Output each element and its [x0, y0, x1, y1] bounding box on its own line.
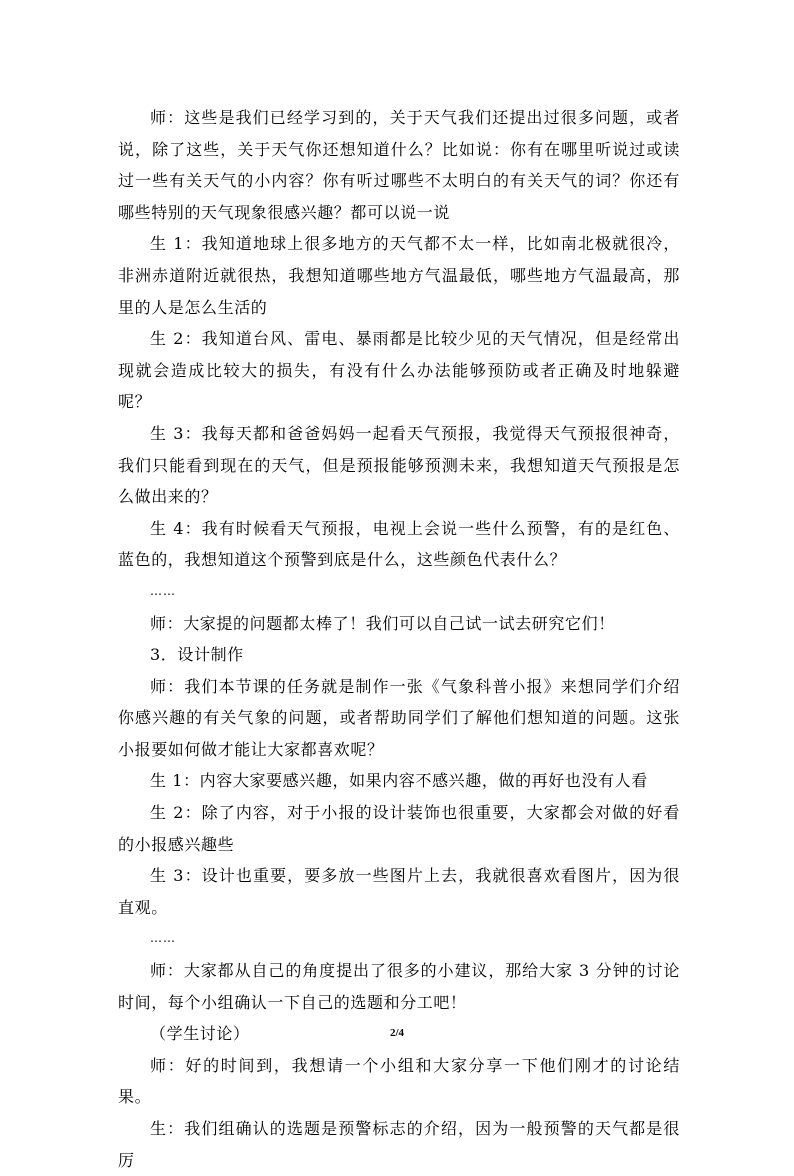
section-heading-design: 3．设计制作	[150, 645, 244, 665]
paragraph-teacher-share: 师：好的时间到，我想请一个小组和大家分享一下他们刚才的讨论结果。	[118, 1055, 680, 1107]
paragraph-teacher-task: 师：我们本节课的任务就是制作一张《气象科普小报》来想同学们介绍你感兴趣的有关气象的问题，或者帮助同学们了解他们想知道的问题。这张小报要如何做才能让大家都喜欢呢？	[118, 676, 680, 759]
ellipsis-separator: ……	[150, 931, 176, 946]
page-number: 2/4	[389, 1027, 405, 1039]
paragraph-student-2: 生 2：我知道台风、雷电、暴雨都是比较少见的天气情况，但是经常出现就会造成比较大的损失，有没有什么办法能够预防或者正确及时地躲避呢？	[118, 329, 680, 412]
paragraph-teacher-discussion: 师：大家都从自己的角度提出了很多的小建议，那给大家 3 分钟的讨论时间，每个小组确认一下自己的选题和分工吧！	[118, 961, 680, 1012]
paragraph-student-1-content: 生 1：内容大家要感兴趣，如果内容不感兴趣，做的再好也没有人看	[150, 771, 648, 791]
paragraph-student-2-design: 生 2：除了内容，对于小报的设计装饰也很重要，大家都会对做的好看的小报感兴趣些	[118, 803, 680, 854]
paragraph-student-4: 生 4：我有时候看天气预报，电视上会说一些什么预警，有的是红色、蓝色的，我想知道这个预警到底是什么，这些颜色代表什么？	[118, 518, 680, 570]
paragraph-student-3-images: 生 3：设计也重要，要多放一些图片上去，我就很喜欢看图片，因为很直观。	[118, 866, 680, 917]
ellipsis-separator: ……	[150, 583, 176, 598]
paragraph-student-1: 生 1：我知道地球上很多地方的天气都不太一样，比如南北极就很冷，非洲赤道附近就很热，我想知道哪些地方气温最低，哪些地方气温最高，那里的人是怎么生活的	[118, 234, 680, 317]
paragraph-teacher-intro: 师：这些是我们已经学习到的，关于天气我们还提出过很多问题，或者说，除了这些，关于天气你还想知道什么？比如说：你有在哪里听说过或读过一些有关天气的小内容？你有听过哪些不太明白的有关天气的词？你还有哪些特别的天气现象很感兴趣？都可以说一说	[118, 108, 680, 222]
paragraph-student-3: 生 3：我每天都和爸爸妈妈一起看天气预报，我觉得天气预报很神奇，我们只能看到现在的天气，但是预报能够预测未来，我想知道天气预报是怎么做出来的？	[118, 423, 680, 507]
paragraph-student-topic: 生：我们组确认的选题是预警标志的介绍，因为一般预警的天气都是很厉	[118, 1119, 680, 1170]
paragraph-student-discussion-note: （学生讨论）	[150, 1024, 250, 1044]
paragraph-teacher-praise: 师：大家提的问题都太棒了！我们可以自己试一试去研究它们！	[150, 613, 615, 633]
document-body	[118, 102, 680, 1176]
